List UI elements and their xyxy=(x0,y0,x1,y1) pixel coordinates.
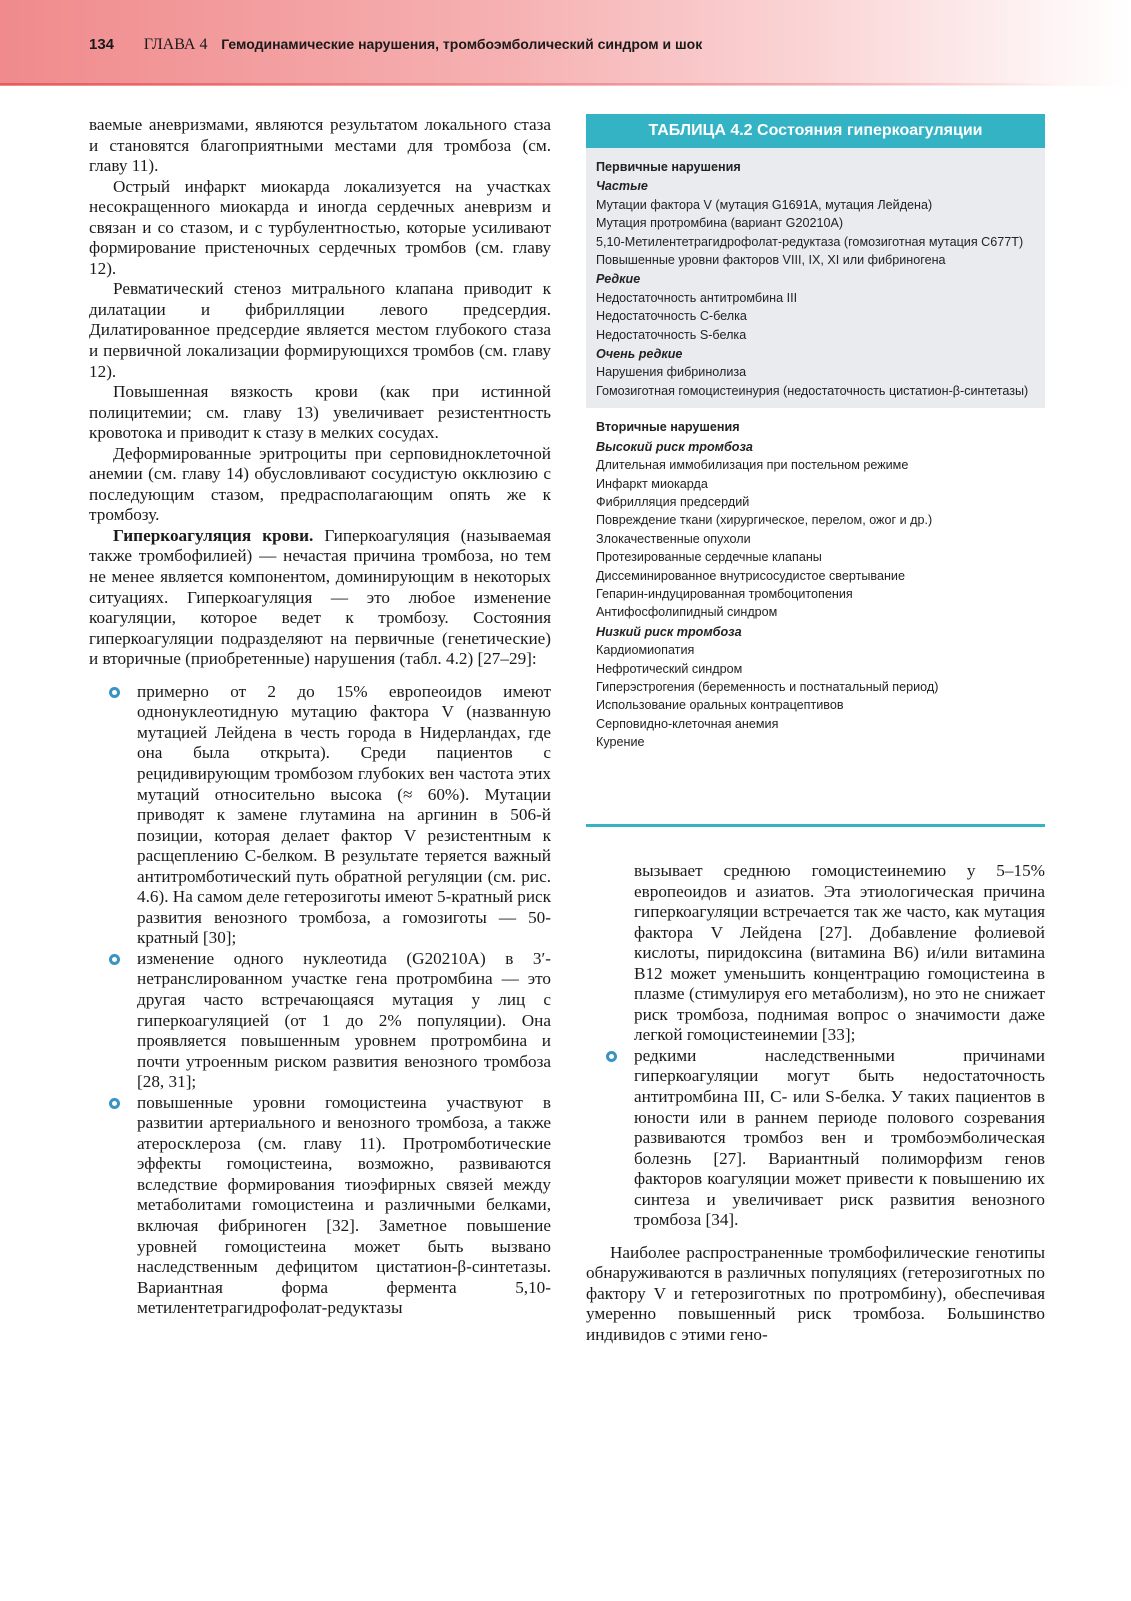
right-column xyxy=(586,861,1045,1346)
table-item: Недостаточность C-белка xyxy=(596,309,747,324)
group-label: Очень редкие xyxy=(596,347,683,362)
section-heading: Первичные нарушения xyxy=(596,160,741,174)
table-bottom-rule xyxy=(586,824,1045,827)
table-item: Инфаркт миокарда xyxy=(596,476,708,491)
running-head xyxy=(89,36,702,54)
paragraph: Острый инфаркт миокарда локализуется на участках несокращенного миокарда и иногда сердечных аневризм и связан и со стазом, и с турбулентностью, которые усиливают формирование пристеночных сердечных тромбов (см. главу 12). xyxy=(89,176,551,278)
section-heading: Вторичные нарушения xyxy=(596,420,740,435)
primary-disorders xyxy=(586,148,1045,408)
paragraph: ваемые аневризмами, являются результатом локального стаза и становятся благоприятными местами для тромбоза (см. главу 11). xyxy=(89,115,551,176)
list-item-text: повышенные уровни гомоцистеина участвуют в развитии артериального и венозного тромбоза, а также атеросклероза (см. главу 11). Протромботические эффекты гомоцистеина, возможно, развиваются вследствие формирования тиоэфирных связей между метаболитами гомоцистеина и различными белками, включая фибриноген [32]. Заметное повышение уровней гомоцистеина может быть вызвано наследственным дефицитом цистатион-β-синтетазы. Вариантная форма фермента 5,10-метилентетрагидрофолат-редуктазы xyxy=(137,1092,551,1318)
bullet-icon xyxy=(109,1098,120,1109)
paragraph: Наиболее распространенные тромбофилические генотипы обнаруживаются в различных популяциях (гетерозиготных по фактору V и гетерозиготных по протромбину), обеспечивая умеренно повышенный риск тромбоза. Большинство индивидов с этими гено- xyxy=(586,1242,1045,1345)
table-4-2 xyxy=(586,114,1045,827)
table-item: Мутация протромбина (вариант G20210A) xyxy=(596,216,844,231)
secondary-disorders xyxy=(586,408,1045,759)
table-item: Нарушения фибринолиза xyxy=(596,365,747,380)
list-item-text: редкими наследственными причинами гиперкоагуляции могут быть недостаточность антитромбина III, C- или S-белка. У таких пациентов в юности или в раннем периоде полового созревания развиваются тромбоз вен и тромбоэмболическая болезнь [27]. Вариантный полиморфизм генов факторов коагуляции может привести к повышению их синтеза и увеличивает риск развития венозного тромбоза [34]. xyxy=(634,1045,1045,1230)
page-number: 134 xyxy=(89,36,115,53)
left-column xyxy=(89,115,551,1319)
paragraph-text: Гиперкоагуляция (называемая также тромбофилией) — нечастая причина тромбоза, но тем не менее является компонентом, доминирующим в некоторых ситуациях. Гиперкоагуляция — это любое изменение коагуляции, которое ведет к тромбозу. Состояния гиперкоагуляции подразделяют на первичные (генетические) и вторичные (приобретенные) нарушения (табл. 4.2) [27–29]: xyxy=(89,525,551,669)
list-item xyxy=(89,949,551,1093)
header-rule xyxy=(0,83,1060,85)
table-item: Недостаточность антитромбина III xyxy=(596,290,798,305)
table-item: Фибрилляция предсердий xyxy=(596,494,750,509)
paragraph: Ревматический стеноз митрального клапана приводит к дилатации и фибрилляции левого предсердия. Дилатированное предсердие является местом глубокого стаза и первичной локализации формирующихся тромбов (см. главу 12). xyxy=(89,279,551,381)
group-label: Низкий риск тромбоза xyxy=(596,624,742,639)
bullet-icon xyxy=(109,687,120,698)
table-item: Серповидно-клеточная анемия xyxy=(596,716,779,731)
group-label: Редкие xyxy=(596,272,641,287)
table-item: Гиперэстрогения (беременность и постнатальный период) xyxy=(596,679,939,694)
table-item: Гепарин-индуцированная тромбоцитопения xyxy=(596,586,853,601)
list-item-text: изменение одного нуклеотида (G20210A) в 3′-нетранслированном участке гена протромбина — это другая часто встречающаяся мутация у лиц с гиперкоагуляцией (от 1 до 2% популяции). Она проявляется повышенным уровнем протромбина и почти утроенным риском развития венозного тромбоза [28, 31]; xyxy=(137,948,551,1092)
page-header xyxy=(0,0,1131,86)
table-item: Злокачественные опухоли xyxy=(596,531,751,546)
list-item-text: примерно от 2 до 15% европеоидов имеют однонуклеотидную мутацию фактора V (названную мутацией Лейдена в честь города в Нидерландах, где она была открыта). Среди пациентов с рецидивирующим тромбозом глубоких вен частота этих мутаций относительно высока (≈ 60%). Мутации приводят к замене глутамина на аргинин в 506-й позиции, которая делает фактор V резистентным к расщеплению C-белком. В результате теряется важный антитромботический путь обратной регуляции (см. рис. 4.6). На самом деле гетерозиготы имеют 5-кратный риск развития венозного тромбоза, а гомозиготы — 50-кратный [30]; xyxy=(137,681,552,948)
chapter-label: ГЛАВА 4 xyxy=(143,36,208,53)
table-item: Курение xyxy=(596,735,645,750)
list-item xyxy=(586,1046,1045,1231)
table-item: Диссеминированное внутрисосудистое свертывание xyxy=(596,568,905,583)
table-item: Длительная иммобилизация при постельном режиме xyxy=(596,458,909,473)
table-item: Использование оральных контрацептивов xyxy=(596,698,844,713)
list-item-text: вызывает среднюю гомоцистеинемию у 5–15% европеоидов и азиатов. Эта этиологическая причина гиперкоагуляции встречается так же часто, как мутация фактора V Лейдена [27]. Добавление фолиевой кислоты, пиридоксина (витамина B6) и/или витамина B12 может уменьшить концентрацию гомоцистеина в плазме (стимулируя его метаболизм), но это не снижает риск тромбоза, поднимая вопрос о значимости даже легкой гомоцистеинемии [33]; xyxy=(634,861,1045,1045)
paragraph xyxy=(89,526,551,670)
table-item: Гомозиготная гомоцистеинурия (недостаточность цистатион-β-синтетазы) xyxy=(596,383,1029,398)
table-item: Повреждение ткани (хирургическое, перелом, ожог и др.) xyxy=(596,513,933,528)
group-label: Частые xyxy=(596,179,648,194)
paragraph: Повышенная вязкость крови (как при истинной полицитемии; см. главу 13) увеличивает резистентность кровотока и приводит к стазу в мелких сосудах. xyxy=(89,382,551,443)
paragraph: Деформированные эритроциты при серповидноклеточной анемии (см. главу 14) обусловливают сосудистую окклюзию с последующим стазом, предрасполагающим опять же к тромбозу. xyxy=(89,443,551,525)
run-in-heading: Гиперкоагуляция крови. xyxy=(113,525,314,545)
group-label: Высокий риск тромбоза xyxy=(596,439,753,454)
table-item: Нефротический синдром xyxy=(596,661,743,676)
table-item: Протезированные сердечные клапаны xyxy=(596,550,822,565)
table-item: Кардиомиопатия xyxy=(596,643,695,658)
list-item xyxy=(89,1093,551,1319)
table-item: Недостаточность S-белка xyxy=(596,327,747,342)
table-title: ТАБЛИЦА 4.2 Состояния гиперкоагуляции xyxy=(586,114,1045,148)
table-item: Мутации фактора V (мутация G1691A, мутация Лейдена) xyxy=(596,197,933,212)
chapter-title: Гемодинамические нарушения, тромбоэмболический синдром и шок xyxy=(221,36,703,52)
bullet-icon xyxy=(606,1051,617,1062)
table-item: Повышенные уровни факторов VIII, IX, XI или фибриногена xyxy=(596,253,946,268)
list-item xyxy=(89,682,551,949)
bullet-icon xyxy=(109,954,120,965)
list-item-continued xyxy=(586,861,1045,1046)
table-item: 5,10-Метилентетрагидрофолат-редуктаза (гомозиготная мутация C677T) xyxy=(596,234,1024,249)
table-item: Антифосфолипидный синдром xyxy=(596,605,778,620)
